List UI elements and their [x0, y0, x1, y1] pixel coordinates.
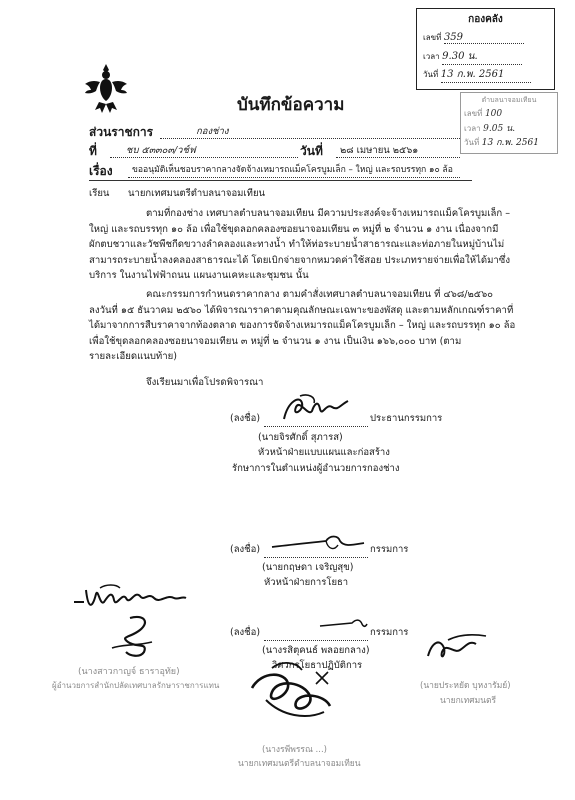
ref-label: ที่: [89, 144, 97, 158]
stamp-row-date: วันที่ 13 ก.พ. 2561: [423, 67, 531, 83]
date-field: [336, 144, 460, 158]
body-line: ตามที่กองช่าง เทศบาลตำบลนาจอมเทียน มีความประสงค์จะจ้างเหมารถแม็คโครบูมเล็ก –: [146, 208, 511, 219]
garuda-emblem-icon: [84, 62, 128, 116]
signer-title: หัวหน้าฝ่ายแบบแผนและก่อสร้าง: [258, 447, 390, 458]
sign-label: (ลงชื่อ): [230, 544, 261, 555]
handwritten-signature-right: [420, 630, 490, 670]
bottom-right-name: (นายประหยัด บุหงารัมย์): [420, 681, 511, 691]
subject-value: ขออนุมัติเห็นชอบราคากลางจัดจ้างเหมารถแม็คโครบูมเล็ก – ใหญ่ และรถบรรทุก ๑๐ ล้อ: [132, 165, 453, 175]
body-line: บริการ ในงานไฟฟ้าถนน แผนงานเคหะและชุมชน นั้น: [89, 270, 309, 281]
addressee-label: เรียน: [89, 188, 110, 199]
addressee-value: นายกเทศมนตรีตำบลนาจอมเทียน: [128, 188, 266, 199]
ref-value: ชบ ๕๓๓๐๓/วช์ฟ: [126, 145, 196, 156]
signer-name: (นายจิรศักดิ์ สุภารส): [258, 432, 343, 443]
body-line: ผักตบชวาและวัชพืชกีดขวางลำคลองและทางน้ำ ทำให้ท่อระบายน้ำสาธารณะและท่อภายในหมู่บ้านไม่: [89, 239, 505, 250]
signer-name: (นายกฤษดา เจริญสุข): [262, 562, 354, 573]
body-line: รายละเอียดแนบท้าย): [89, 351, 177, 362]
header-divider: [89, 180, 472, 181]
agency-label: ส่วนราชการ: [89, 125, 154, 139]
closing-line: จึงเรียนมาเพื่อโปรดพิจารณา: [146, 377, 264, 388]
receipt-stamp-office: ตำบลนาจอมเทียน เลขที่ 100 เวลา 9.05 น. วันที่ 13 ก.พ. 2561: [460, 92, 558, 154]
handwritten-signature-center: [232, 652, 352, 728]
receipt-stamp-finance: [416, 8, 555, 90]
subject-field: [128, 164, 460, 178]
subject-label: เรื่อง: [89, 164, 113, 178]
paragraph-1: [89, 206, 511, 284]
handwritten-signature-left: [100, 612, 170, 662]
paragraph-2: [89, 287, 516, 365]
signer-title: วิศวกรโยธาปฏิบัติการ: [272, 660, 363, 671]
sign-role: กรรมการ: [370, 627, 409, 638]
signer-name: (นางรสิตุคนธ์ พลอยกลาง): [262, 645, 370, 656]
signer-title: หัวหน้าฝ่ายการโยธา: [264, 577, 349, 588]
bottom-center-title: นายกเทศมนตรีตำบลนาจอมเทียน: [238, 759, 361, 769]
date-label: วันที่: [300, 144, 323, 158]
body-line: ใหญ่ และรถบรรทุก ๑๐ ล้อ เพื่อใช้ขุดลอกคลองซอยนาจอมเทียน ๓ หมู่ที่ ๒ จำนวน ๑ งาน เนื่องจากมี: [89, 223, 499, 235]
stamp-title: กองคลัง: [468, 14, 503, 25]
body-line: สามารถระบายน้ำลงคลองสาธารณะได้ โดยเบิกจ่ายจากหมวดค่าใช้สอย ประเภทรายจ่ายเพื่อให้ได้มาซึ่ง: [89, 254, 511, 266]
bottom-left-name: (นางสาวกาญจ์ ธาราอุทัย): [78, 667, 180, 677]
stamp-row-time: เวลา 9.30 น.: [423, 49, 522, 65]
handwritten-approval-note: [70, 582, 190, 614]
sign-role: ประธานกรรมการ: [370, 413, 443, 424]
date-value: ๒๘ เมษายน ๒๕๖๑: [340, 145, 419, 156]
handwritten-signature-1: [278, 393, 358, 427]
body-line: ได้มาจากการสืบราคาจากท้องตลาด ของการจัดจ้างเหมารถแม็คโครบูมเล็ก – ใหญ่ และรถบรรทุก ๑๐ ล้อ: [89, 320, 516, 331]
memo-title: บันทึกข้อความ: [237, 95, 345, 115]
sign-label: (ลงชื่อ): [230, 413, 261, 424]
stamp-row-number: เลขที่ 359: [423, 31, 524, 44]
bottom-right-title: นายกเทศมนตรี: [440, 696, 497, 706]
body-line: เพื่อใช้ขุดลอกคลองซอยนาจอมเทียน ๓ หมู่ที่ ๒ จำนวน ๑ งาน เป็นเงิน ๑๖๖,๐๐๐ บาท (ตาม: [89, 335, 462, 347]
body-line: คณะกรรมการกำหนดราคากลาง ตามคำสั่งเทศบาลตำบลนาจอมเทียน ที่ ๔๖๘/๒๕๖๐: [146, 289, 494, 300]
body-line: ลงวันที่ ๑๕ ธันวาคม ๒๕๖๐ ได้พิจารณาราคาตามคุณลักษณะเฉพาะของพัสดุ และตามหลักเกณฑ์ราคาที่: [89, 304, 514, 316]
agency-value: กองช่าง: [196, 126, 229, 137]
sign-label: (ลงชื่อ): [230, 627, 261, 638]
bottom-left-title: ผู้อำนวยการสำนักปลัดเทศบาลรักษาราชการแทน: [52, 681, 220, 690]
handwritten-signature-3: [318, 616, 368, 632]
bottom-center-name: (นางรพีพรรณ ...): [262, 745, 327, 755]
agency-field: [160, 125, 460, 139]
ref-field: [110, 144, 298, 158]
sign-role: กรรมการ: [370, 544, 409, 555]
signer-title: รักษาการในตำแหน่งผู้อำนวยการกองช่าง: [232, 463, 400, 474]
handwritten-signature-2: [268, 531, 368, 555]
